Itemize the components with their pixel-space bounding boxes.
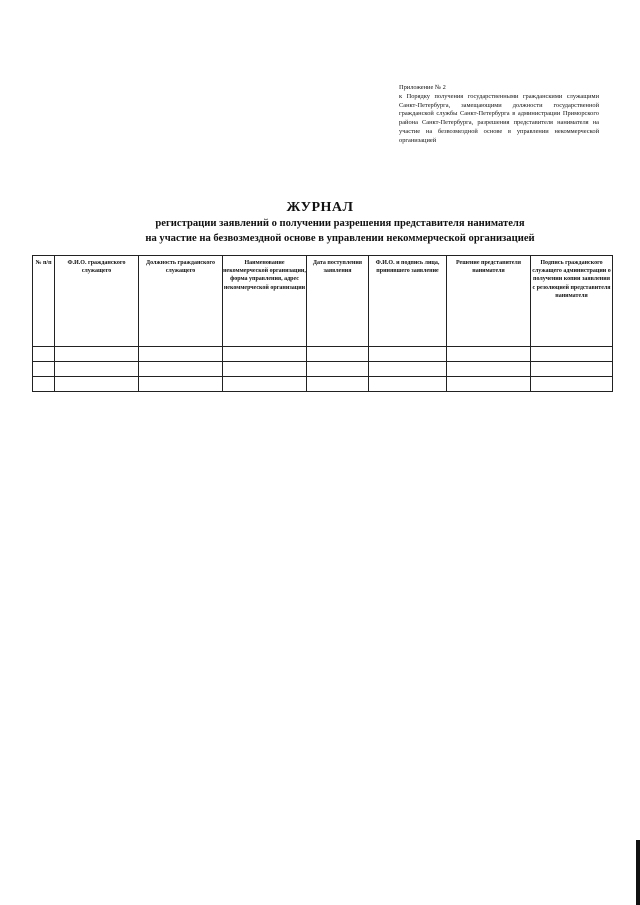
header-position: Должность гражданского служащего: [139, 256, 223, 347]
table-row: [33, 362, 613, 377]
table-row: [33, 377, 613, 392]
subtitle-line-2: на участие на безвозмездной основе в управлении некоммерческой организацией: [145, 233, 535, 244]
scan-edge-mark: [636, 840, 640, 905]
header-receiver: Ф.И.О. и подпись лица, принявшего заявление: [369, 256, 447, 347]
appendix-text: к Порядку получения государственными гражданскими служащими Санкт-Петербурга, замещающими должности государственной гражданской службы Санкт-Петербурга в администрации Приморского района Санкт-Петербурга, разрешения представителя нанимателя на участие на безвозмездной основе в управлении некоммерческой организацией: [399, 92, 599, 144]
table-row: [33, 347, 613, 362]
table-header-row: [33, 256, 613, 347]
header-full-name: Ф.И.О. гражданского служащего: [55, 256, 139, 347]
document-subtitle: [40, 216, 640, 246]
header-decision: Решение представителя нанимателя: [447, 256, 531, 347]
header-date: Дата поступления заявления: [307, 256, 369, 347]
appendix-number: Приложение № 2: [399, 84, 446, 91]
header-number: № п/п: [33, 256, 55, 347]
document-title: ЖУРНАЛ: [286, 200, 354, 215]
header-organization: Наименование некоммерческой организации, форма управления, адрес некоммерческой организации: [223, 256, 307, 347]
journal-table: [32, 255, 613, 392]
appendix-note: [399, 84, 599, 146]
subtitle-line-1: регистрации заявлений о получении разрешения представителя нанимателя: [155, 218, 525, 229]
header-signature: Подпись гражданского служащего администрации о получении копии заявления с резолюцией представителя нанимателя: [531, 256, 613, 347]
